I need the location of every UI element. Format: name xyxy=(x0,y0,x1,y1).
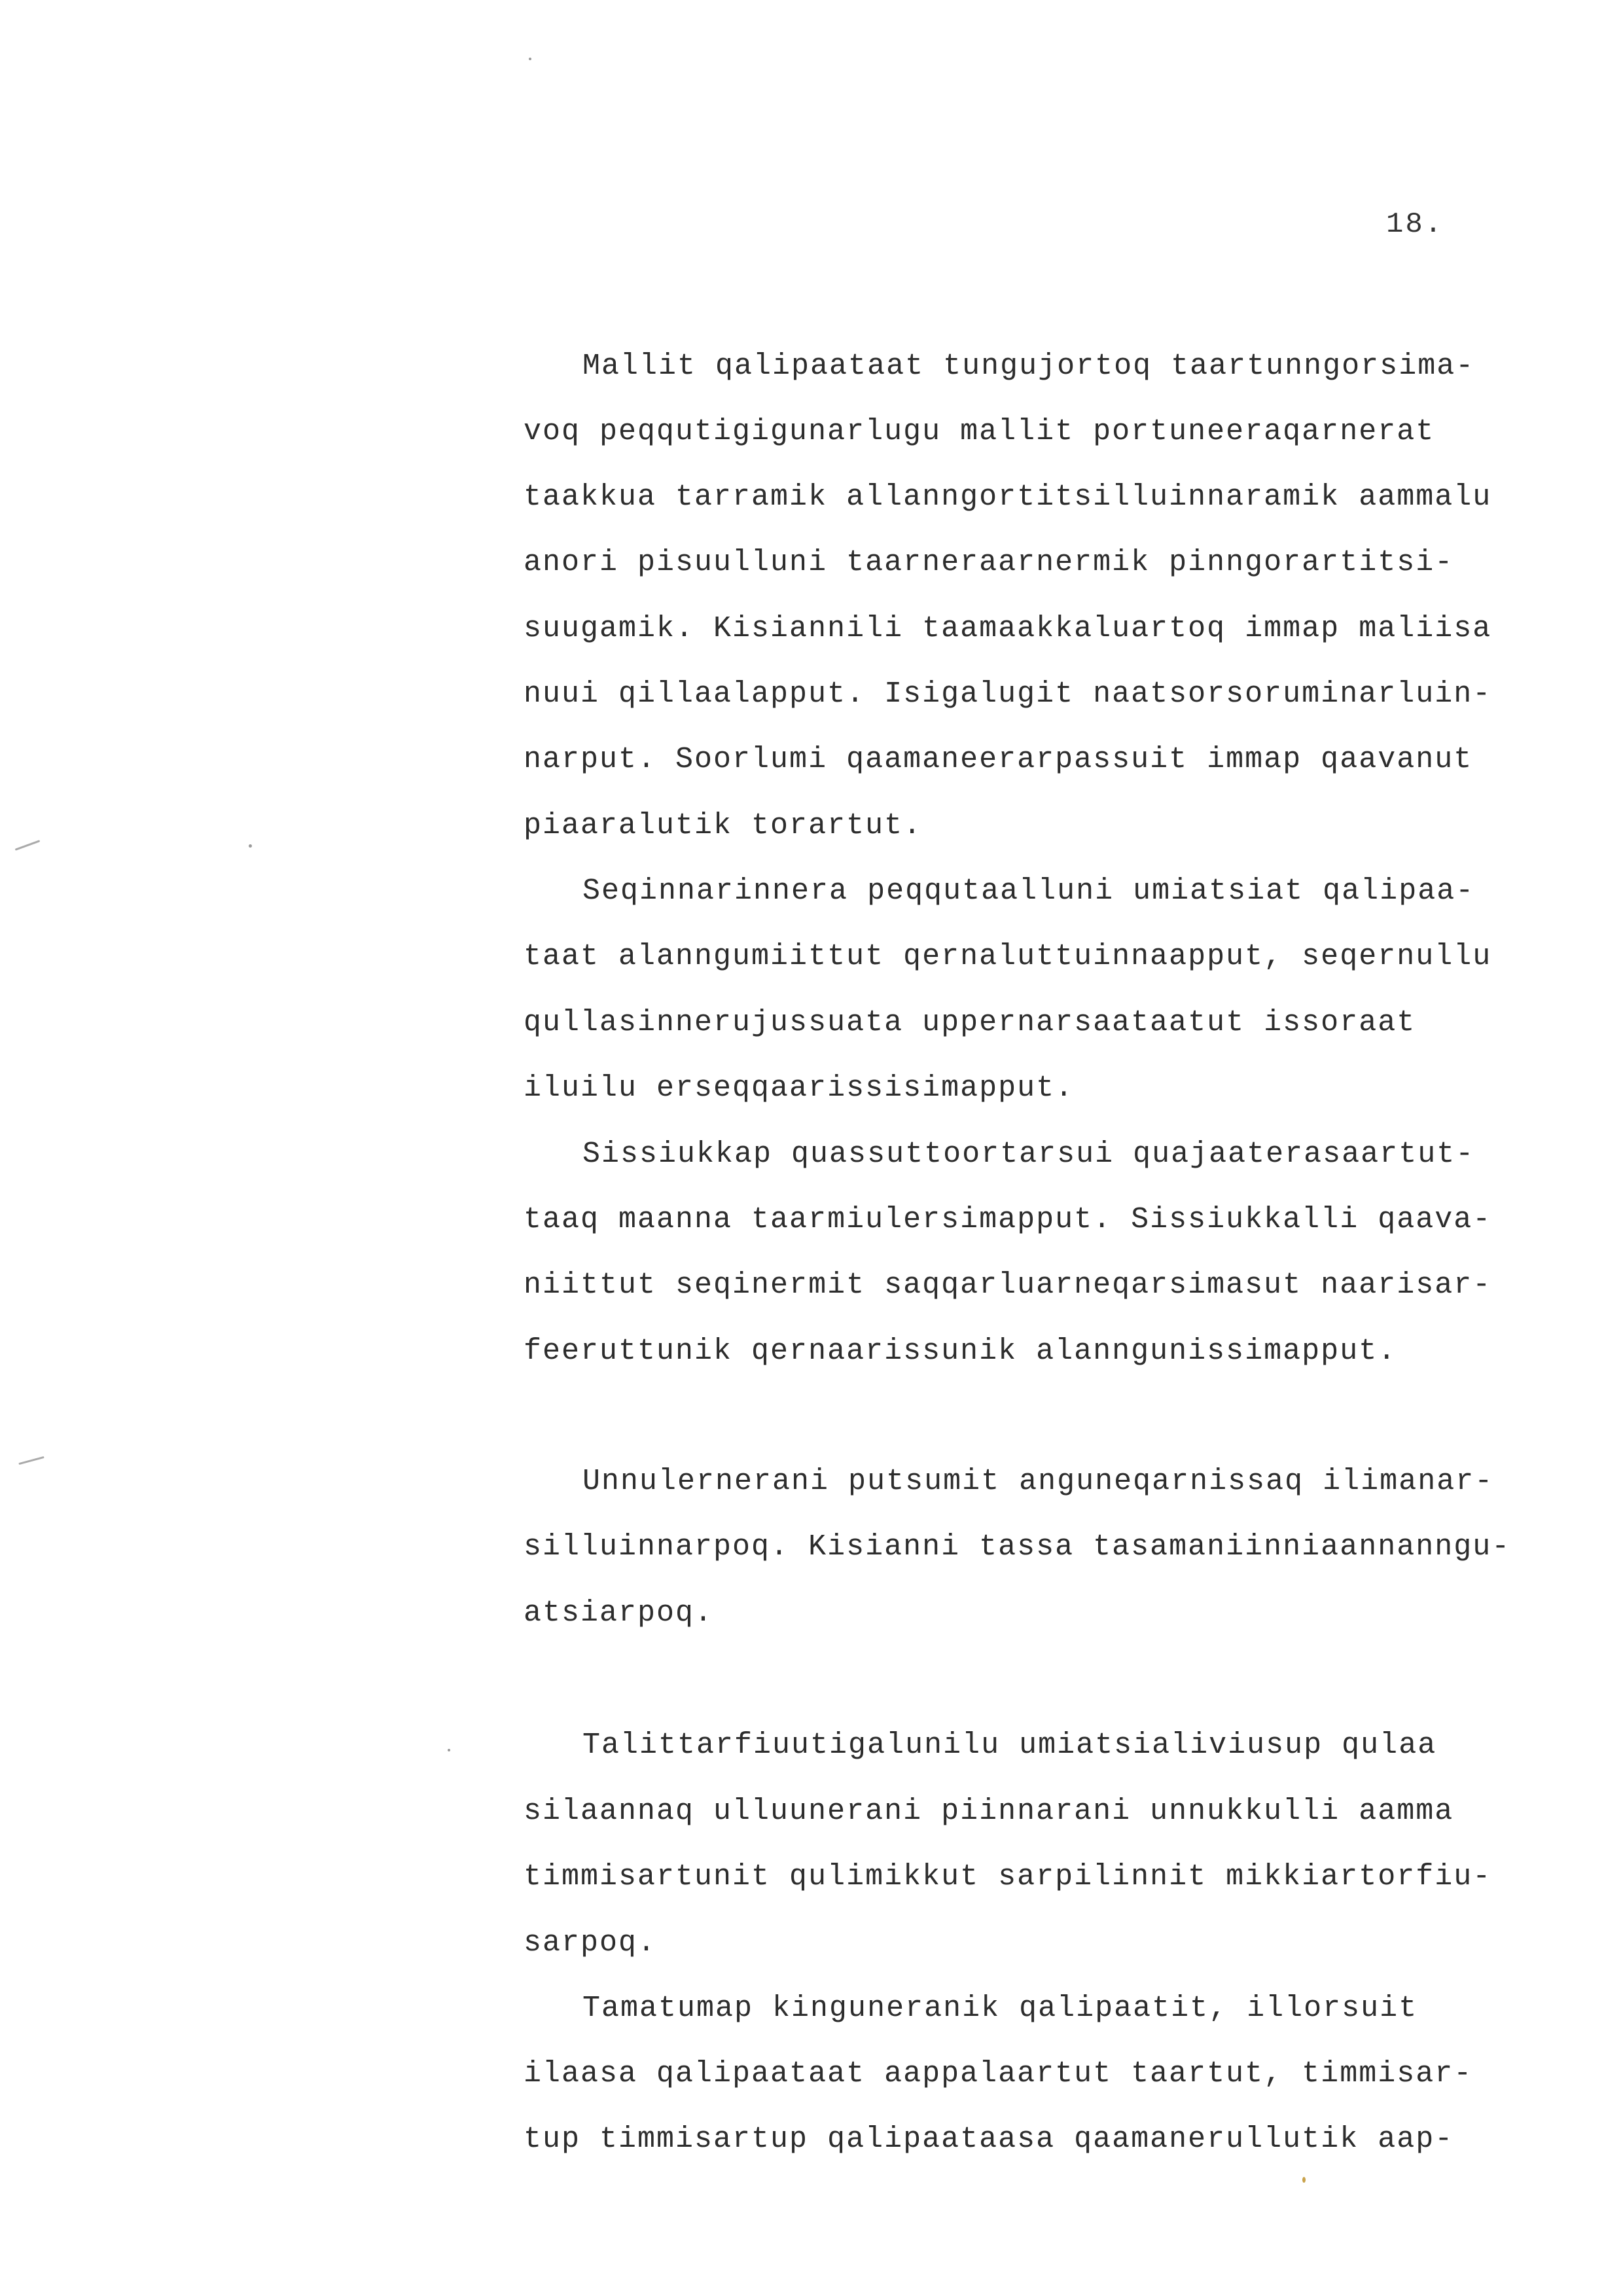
text-line: anori pisuulluni taarneraarnermik pinngorartitsi- xyxy=(524,546,1454,579)
text-line: suugamik. Kisiannili taamaakkaluartoq immap maliisa xyxy=(524,612,1492,645)
text-line: Tamatumap kinguneranik qalipaatit, illorsuit xyxy=(582,1992,1418,2025)
scan-mark xyxy=(15,840,41,851)
text-line: taaq maanna taarmiulersimapput. Sissiukkalli qaava- xyxy=(524,1203,1492,1236)
text-line: Unnulernerani putsumit anguneqarnissaq ilimanar- xyxy=(582,1465,1494,1498)
text-line: sarpoq. xyxy=(524,1926,657,1960)
text-line: ilaasa qalipaataat aappalaartut taartut, timmisar- xyxy=(524,2057,1473,2090)
text-line: feeruttunik qernaarissunik alanngunissimapput. xyxy=(524,1335,1397,1368)
text-line: piaaralutik torartut. xyxy=(524,809,923,842)
text-line: Seqinnarinnera peqqutaalluni umiatsiat qalipaa- xyxy=(582,874,1475,908)
page-number: 18. xyxy=(1386,208,1444,241)
text-line: nuui qillaalapput. Isigalugit naatsorsoruminarluin- xyxy=(524,677,1492,711)
text-line: taakkua tarramik allanngortitsilluinnaramik aammalu xyxy=(524,480,1492,514)
scan-speck xyxy=(1302,2177,1306,2183)
text-line: iluilu erseqqaarissisimapput. xyxy=(524,1071,1075,1105)
text-line: silluinnarpoq. Kisianni tassa tasamaniinniaannanngu- xyxy=(524,1530,1511,1564)
text-line: Sissiukkap quassuttoortarsui quajaaterasaartut- xyxy=(582,1138,1475,1171)
scan-speck xyxy=(529,58,531,60)
text-line: timmisartunit qulimikkut sarpilinnit mikkiartorfiu- xyxy=(524,1860,1492,1893)
text-line: tup timmisartup qalipaataasa qaamanerullutik aap- xyxy=(524,2123,1454,2156)
text-line: taat alanngumiittut qernaluttuinnaapput, seqernullu xyxy=(524,940,1492,973)
text-line: silaannaq ulluunerani piinnarani unnukkulli aamma xyxy=(524,1795,1454,1828)
text-line: voq peqqutigigunarlugu mallit portuneeraqarnerat xyxy=(524,415,1435,448)
scan-speck xyxy=(249,844,252,848)
text-line: Talittarfiuutigalunilu umiatsialiviusup qulaa xyxy=(582,1729,1437,1762)
text-line: narput. Soorlumi qaamaneerarpassuit immap qaavanut xyxy=(524,743,1473,776)
scan-speck xyxy=(448,1749,450,1751)
text-line: qullasinnerujussuata uppernarsaataatut issoraat xyxy=(524,1006,1416,1039)
text-line: niittut seqinermit saqqarluarneqarsimasut naarisar- xyxy=(524,1268,1492,1302)
text-line: Mallit qalipaataat tungujortoq taartunngorsima- xyxy=(582,350,1475,383)
scan-mark xyxy=(18,1456,44,1465)
text-line: atsiarpoq. xyxy=(524,1596,714,1630)
